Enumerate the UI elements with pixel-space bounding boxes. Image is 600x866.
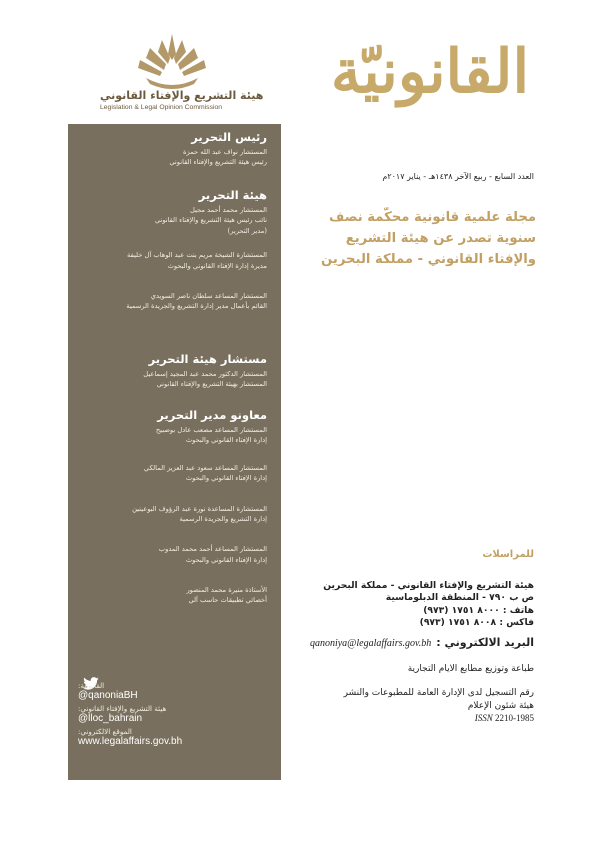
member-name: المستشار الدكتور محمد عبد المجيد إسماعيل (143, 370, 267, 378)
member-title: المستشار بهيئة التشريع والإفتاء القانوني (156, 380, 267, 389)
editorial-board-section (68, 188, 281, 312)
website-link[interactable]: www.legalaffairs.gov.bh (78, 736, 183, 747)
member-name: الأستاذة منيرة محمد المنصور (186, 586, 267, 594)
section-heading: مستشار هيئة التحرير (148, 352, 267, 366)
commission-handle-link[interactable]: @lloc_bahrain (78, 713, 143, 724)
logo-english-name: Legislation & Legal Opinion Commission (100, 104, 223, 111)
address-line: ص ب ٧٩٠ - المنطقة الدبلوماسية (385, 592, 534, 604)
member-name: المستشار المساعد مصعب عادل بوصبيح (155, 426, 267, 434)
phone-line: هاتف : ٨٠٠٠ ١٧٥١ (٩٧٣) (423, 604, 534, 616)
journal-description (276, 207, 536, 270)
registration-line: هيئة شئون الإعلام (467, 700, 534, 711)
email-link[interactable]: qanoniya@legalaffairs.gov.bh (309, 637, 432, 649)
correspondence-section (234, 549, 534, 724)
member-name: المستشار المساعد أحمد محمد المدوب (158, 545, 267, 554)
member-title: أخصائي تطبيقات حاسب آلي (188, 596, 267, 605)
email-line (234, 630, 534, 652)
member-title: إدارة التشريع والجريدة الرسمية (179, 514, 267, 523)
email-label: البريد الالكتروني : (436, 635, 534, 649)
issn-number: 2210-1985 (495, 712, 534, 723)
issue-line: العدد السابع - ربيع الآخر ١٤٣٨هـ - يناير ٢٠١٧م (382, 172, 534, 181)
commission-logo-icon (132, 30, 212, 92)
commission-label: هيئة التشريع والإفتاء القانوني: (78, 704, 167, 713)
logo-arabic-name: هيئة التشريع والإفتاء القانوني (100, 89, 264, 102)
member-title: إدارة الإفتاء القانوني والبحوث (185, 474, 267, 483)
twitter-label: القانونية: (78, 681, 105, 690)
printing-line: طباعة وتوزيع مطابع الايام التجارية (407, 664, 534, 675)
address-line: هيئة التشريع والإفتاء القانوني - مملكة البحرين (323, 580, 534, 591)
section-heading: هيئة التحرير (198, 188, 267, 202)
advisor-section (68, 352, 281, 390)
website-label: الموقع الالكتروني: (78, 727, 132, 736)
member-role: (مدير التحرير) (227, 226, 267, 235)
member-title: رئيس هيئة التشريع والإفتاء القانوني (169, 158, 267, 167)
member-title: مديرة إدارة الإفتاء القانوني والبحوث (167, 261, 267, 270)
description-line: والإفتاء القانوني - مملكة البحرين (321, 252, 536, 268)
description-line: سنوية تصدر عن هيئة التشريع (345, 231, 536, 247)
member-title: إدارة الإفتاء القانوني والبحوث (185, 555, 267, 564)
fax-line: فاكس : ٨٠٠٨ ١٧٥١ (٩٧٣) (419, 617, 534, 629)
member-title: إدارة الإفتاء القانوني والبحوث (185, 436, 267, 445)
member-title: القائم بأعمال مدير إدارة التشريع والجريدة الرسمية (126, 302, 267, 311)
member-name: المستشار نواف عبد الله حمزة (183, 148, 267, 156)
registration-line: رقم التسجيل لدى الإدارة العامة للمطبوعات والنشر (343, 688, 534, 699)
member-name: المستشار المساعد سلطان ناصر السويدي (150, 291, 267, 300)
section-heading: معاونو مدير التحرير (157, 408, 267, 422)
issn-label: ISSN (474, 712, 493, 723)
issn-line (234, 712, 534, 724)
member-name: المستشارة الشيخة مريم بنت عبد الوهاب آل خليفة (127, 251, 267, 260)
member-title: نائب رئيس هيئة التشريع والإفتاء القانوني (154, 216, 267, 225)
description-line: مجلة علمية قانونية محكّمة نصف (329, 210, 536, 225)
editor-in-chief-section (68, 130, 281, 168)
member-name: المستشار محمد أحمد مجيل (190, 206, 267, 214)
journal-title: القانونيّة (330, 37, 530, 107)
member-name: المستشارة المساعدة نورة عبد الرؤوف البوعينين (132, 504, 267, 513)
twitter-handle-link[interactable]: @qanoniaBH (78, 690, 138, 701)
member-name: المستشار المساعد سعود عبد العزيز المالكي (143, 463, 267, 472)
section-heading: رئيس التحرير (191, 130, 267, 144)
correspondence-heading: للمراسلات (482, 549, 534, 560)
